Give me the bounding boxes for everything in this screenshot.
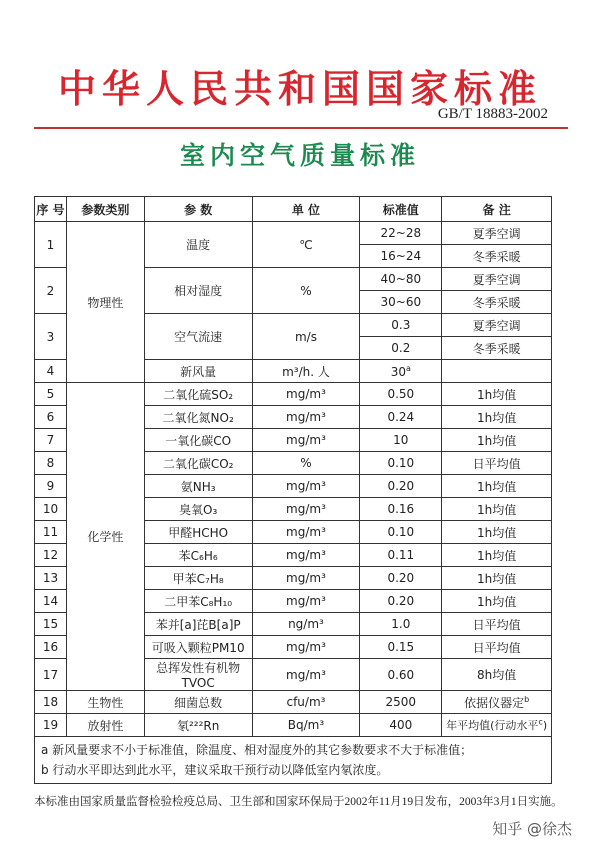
param-cell: 氨NH₃ <box>144 475 252 498</box>
note-cell: 日平均值 <box>442 636 552 659</box>
document-subtitle: 室内空气质量标准 <box>179 141 420 170</box>
unit-cell: m³/h. 人 <box>252 360 360 383</box>
category-cell: 生物性 <box>66 691 144 714</box>
unit-cell: % <box>252 452 360 475</box>
table-row <box>35 691 552 714</box>
param-cell: 臭氧O₃ <box>144 498 252 521</box>
note-cell: 日平均值 <box>442 452 552 475</box>
note-text: 年平均值(行动水平 <box>446 719 539 732</box>
note-cell: 1h均值 <box>442 498 552 521</box>
param-cell: 二氧化氮NO₂ <box>144 406 252 429</box>
header-param: 参 数 <box>144 197 252 222</box>
value-cell <box>360 360 442 383</box>
param-cell: 空气流速 <box>144 314 252 360</box>
unit-cell: mg/m³ <box>252 567 360 590</box>
value-cell: 0.10 <box>360 452 442 475</box>
value-cell: 0.11 <box>360 544 442 567</box>
row-number: 16 <box>35 636 67 659</box>
category-cell: 化学性 <box>66 383 144 691</box>
note-b: b 行动水平即达到此水平，建议采取干预行动以降低室内氡浓度。 <box>41 763 389 777</box>
row-number: 9 <box>35 475 67 498</box>
param-cell: 总挥发性有机物TVOC <box>144 659 252 691</box>
note-cell: 冬季采暖 <box>442 245 552 268</box>
unit-cell: mg/m³ <box>252 406 360 429</box>
row-number: 7 <box>35 429 67 452</box>
value-cell: 2500 <box>360 691 442 714</box>
param-cell: 相对湿度 <box>144 268 252 314</box>
value-cell: 0.3 <box>360 314 442 337</box>
row-number: 11 <box>35 521 67 544</box>
param-cell: 苯并[a]芘B[a]P <box>144 613 252 636</box>
note-text: 依据仪器定 <box>464 695 525 710</box>
note-cell: 冬季采暖 <box>442 337 552 360</box>
note-cell: 1h均值 <box>442 406 552 429</box>
unit-cell: mg/m³ <box>252 383 360 406</box>
note-a: a 新风量要求不小于标准值，除温度、相对湿度外的其它参数要求不大于标准值； <box>41 743 473 757</box>
category-cell: 物理性 <box>66 222 144 383</box>
row-number: 18 <box>35 691 67 714</box>
row-number: 10 <box>35 498 67 521</box>
footnote-mark: b <box>524 694 530 704</box>
unit-cell: ng/m³ <box>252 613 360 636</box>
note-cell: 1h均值 <box>442 475 552 498</box>
unit-cell: mg/m³ <box>252 429 360 452</box>
note-cell: 夏季空调 <box>442 314 552 337</box>
note-cell: 日平均值 <box>442 613 552 636</box>
row-number: 1 <box>35 222 67 268</box>
row-number: 19 <box>35 714 67 737</box>
unit-cell: mg/m³ <box>252 636 360 659</box>
param-cell: 氡²²²Rn <box>144 714 252 737</box>
param-cell: 甲苯C₇H₈ <box>144 567 252 590</box>
param-cell: 苯C₆H₆ <box>144 544 252 567</box>
unit-cell: m/s <box>252 314 360 360</box>
header-category: 参数类别 <box>66 197 144 222</box>
table-row <box>35 714 552 737</box>
note-cell: 1h均值 <box>442 544 552 567</box>
header-unit: 单 位 <box>252 197 360 222</box>
note-cell <box>442 691 552 714</box>
value-text: 30 <box>390 364 406 379</box>
value-cell: 0.16 <box>360 498 442 521</box>
watermark: 知乎 @徐杰 <box>492 820 572 838</box>
note-cell: 8h均值 <box>442 659 552 691</box>
value-cell: 0.60 <box>360 659 442 691</box>
table-row <box>35 222 552 245</box>
param-cell: 二氧化碳CO₂ <box>144 452 252 475</box>
note-tail: ) <box>542 719 548 732</box>
header-no: 序 号 <box>35 197 67 222</box>
param-cell: 可吸入颗粒PM10 <box>144 636 252 659</box>
param-cell: 二甲苯C₈H₁₀ <box>144 590 252 613</box>
param-cell: 新风量 <box>144 360 252 383</box>
value-cell: 400 <box>360 714 442 737</box>
footnote-mark: c <box>538 717 543 727</box>
note-cell: 1h均值 <box>442 567 552 590</box>
row-number: 8 <box>35 452 67 475</box>
param-cell: 甲醛HCHO <box>144 521 252 544</box>
value-cell: 1.0 <box>360 613 442 636</box>
value-cell: 0.10 <box>360 521 442 544</box>
note-cell: 夏季空调 <box>442 222 552 245</box>
air-quality-table <box>34 196 552 737</box>
unit-cell: cfu/m³ <box>252 691 360 714</box>
value-cell: 0.2 <box>360 337 442 360</box>
note-cell: 1h均值 <box>442 383 552 406</box>
value-cell: 0.20 <box>360 567 442 590</box>
table-header-row <box>35 197 552 222</box>
value-cell: 10 <box>360 429 442 452</box>
row-number: 17 <box>35 659 67 691</box>
note-cell: 夏季空调 <box>442 268 552 291</box>
unit-cell: mg/m³ <box>252 498 360 521</box>
row-number: 6 <box>35 406 67 429</box>
unit-cell: % <box>252 268 360 314</box>
note-cell: 1h均值 <box>442 521 552 544</box>
unit-cell: mg/m³ <box>252 544 360 567</box>
unit-cell: mg/m³ <box>252 521 360 544</box>
unit-cell: Bq/m³ <box>252 714 360 737</box>
unit-cell: mg/m³ <box>252 659 360 691</box>
param-cell: 一氧化碳CO <box>144 429 252 452</box>
value-cell: 30~60 <box>360 291 442 314</box>
param-cell: 细菌总数 <box>144 691 252 714</box>
row-number: 4 <box>35 360 67 383</box>
value-cell: 0.24 <box>360 406 442 429</box>
row-number: 15 <box>35 613 67 636</box>
value-cell: 40~80 <box>360 268 442 291</box>
header-note: 备 注 <box>442 197 552 222</box>
publication-footer: 本标准由国家质量监督检验检疫总局、卫生部和国家环保局于2002年11月19日发布，2003年3月1日实施。 <box>34 796 563 808</box>
row-number: 12 <box>35 544 67 567</box>
note-cell: 1h均值 <box>442 590 552 613</box>
value-cell: 0.20 <box>360 475 442 498</box>
title-divider <box>34 127 568 129</box>
unit-cell: ℃ <box>252 222 360 268</box>
row-number: 13 <box>35 567 67 590</box>
table-notes <box>34 736 552 784</box>
table-row <box>35 383 552 406</box>
note-cell: 冬季采暖 <box>442 291 552 314</box>
note-cell <box>442 360 552 383</box>
row-number: 14 <box>35 590 67 613</box>
value-cell: 16~24 <box>360 245 442 268</box>
param-cell: 二氧化硫SO₂ <box>144 383 252 406</box>
unit-cell: mg/m³ <box>252 475 360 498</box>
value-cell: 22~28 <box>360 222 442 245</box>
row-number: 5 <box>35 383 67 406</box>
footnote-mark: a <box>405 363 411 373</box>
note-cell: 1h均值 <box>442 429 552 452</box>
standard-number: GB/T 18883-2002 <box>437 106 548 122</box>
value-cell: 0.50 <box>360 383 442 406</box>
param-cell: 温度 <box>144 222 252 268</box>
row-number: 3 <box>35 314 67 360</box>
category-cell: 放射性 <box>66 714 144 737</box>
document-title: 中华人民共和国国家标准 <box>57 66 542 111</box>
header-value: 标准值 <box>360 197 442 222</box>
unit-cell: mg/m³ <box>252 590 360 613</box>
value-cell: 0.15 <box>360 636 442 659</box>
note-cell <box>442 714 552 737</box>
row-number: 2 <box>35 268 67 314</box>
value-cell: 0.20 <box>360 590 442 613</box>
